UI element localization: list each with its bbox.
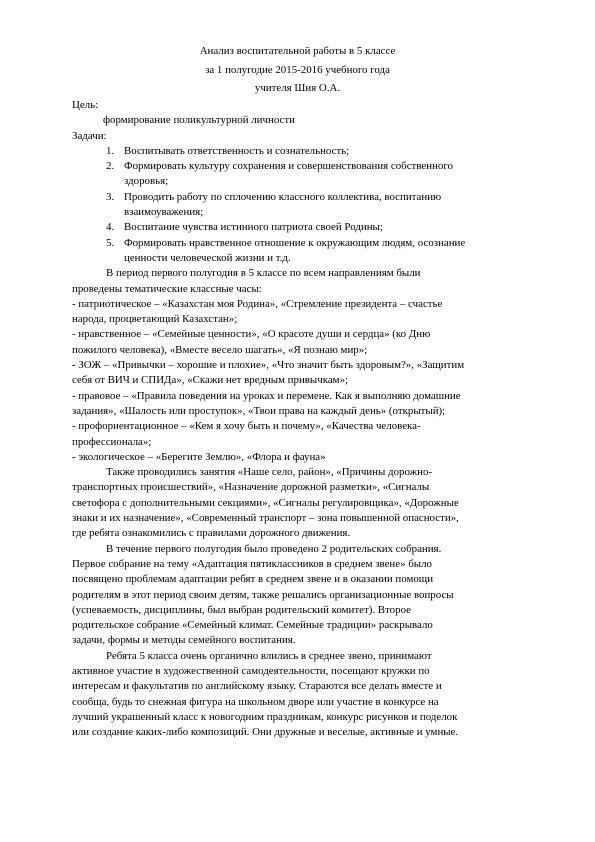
body-text-line: транспортных происшествий», «Назначение дорожной разметки», «Сигналы [72,481,430,494]
body-text-line: проведены тематические классные часы: [72,282,262,295]
body-text-line: Также проводились занятия «Наше село, район», «Причины дорожно- [106,466,433,479]
tasks-list [72,144,524,266]
task-number: 1. [106,144,115,157]
body-text-line: знаки и их назначение», «Современный транспорт – зона повышенной опасности», [72,512,459,525]
task-text: Формировать культуру сохранения и совершенствования собственного [124,160,453,173]
body-text-line: родительское собрание «Семейный климат. Семейные традиции» раскрывало [72,619,433,632]
body-text-line: (успеваемость, дисциплины, был выбран родительский комитет). Второе [72,603,411,616]
body-text-line: посвящено проблемам адаптации ребят в среднем звене и в оказании помощи [72,573,434,586]
body-text-line: В течение первого полугодия было проведено 2 родительских собрания. [106,542,442,555]
task-text-continuation: здоровья; [124,175,169,188]
body-text-line: пожилого человека), «Вместе весело шагать», «Я познаю мир»; [72,343,368,356]
body-text-line: - патриотическое – «Казахстан моя Родина», «Стремление президента – счастье [72,297,443,310]
task-item-2 [72,159,524,174]
goal-label: Цель: [72,99,99,111]
body-text-line: Ребята 5 класса очень органично влились в среднее звено, принимают [106,649,432,662]
task-item-4 [72,220,524,235]
task-text: Воспитание чувства истинного патриота своей Родины; [124,221,383,234]
task-item-1 [72,144,524,159]
body-text-line: задания», «Шалость или проступок», «Твои права на каждый день» (открытый); [72,404,446,417]
task-text: Проводить работу по сплочению классного коллектива, воспитанию [124,190,442,203]
body-text-line: задачи, формы и методы семейного воспитания. [72,634,296,647]
document-title-line-3: учителя Шия О.А. [254,82,341,94]
body-text-line: светофора с дополнительными секциями», «Сигналы регулировщика», «Дорожные [72,496,459,509]
body-text-line: - правовое – «Правила поведения на уроках и перемене. Как я выполняю домашние [72,389,461,402]
goal-text: формирование поликультурной личности [103,114,295,127]
body-text-line: или создание каких-либо композиций. Они дружные и веселые, активные и умные. [72,726,459,739]
report-paragraphs [72,266,524,740]
body-text-line: родителям в этот период своим детям, также решались организационные вопросы [72,588,454,601]
task-number: 4. [106,221,115,234]
tasks-label: Задачи: [72,129,107,142]
body-text-line: где ребята ознакомились с правилами дорожного движения. [72,527,351,540]
task-item-3 [72,190,524,205]
body-text-line: В период первого полугодия в 5 классе по всем направлениям были [106,267,421,280]
task-text: Воспитывать ответственность и сознательность; [124,144,350,157]
body-text-line: активное участие в художественной самодеятельности, посещают кружки по [72,664,430,677]
task-number: 2. [106,160,115,173]
document-title-line-1: Анализ воспитательной работы в 5 классе [199,45,396,57]
body-text-line: народа, процветающий Казахстан»; [72,313,238,326]
body-text-line: интересам и факультатив по английскому языку. Стараются все делать вместе и [72,680,442,693]
task-number: 5. [106,236,115,249]
task-number: 3. [106,190,115,203]
task-text-continuation: взаимоуважения; [124,206,204,219]
body-text-line: лучший украшенный класс к новогодним праздникам, конкурс рисунков и поделок [72,710,458,723]
body-text-line: сообща, будь то снежная фигура на школьном дворе или участие в конкурсе на [72,695,439,708]
body-text-line: - профориентационное – «Кем я хочу быть и почему», «Качества человека- [72,420,421,433]
body-text-line: - ЗОЖ – «Привычки – хорошие и плохие», «Что значит быть здоровым?», «Защитим [72,359,465,372]
body-text-line: Первое собрание на тему «Адаптация пятиклассников в среднем звене» было [72,557,432,570]
body-text-line: профессионала»; [72,435,152,448]
body-text-line: - нравственное – «Семейные ценности», «О красоте души и сердца» (ко Дню [72,328,431,341]
document-body [72,98,524,740]
task-text: Формировать нравственное отношение к окружающим людям, осознание [124,236,466,249]
body-text-line: себя от ВИЧ и СПИДа», «Скажи нет вредным привычкам»; [72,374,349,387]
body-text-line: - экологическое – «Берегите Землю», «Флора и фауна» [72,450,326,463]
document-title-line-2: за 1 полугодие 2015-2016 учебного года [205,64,390,76]
task-item-5 [72,236,524,251]
task-text-continuation: ценности человеческой жизни и т.д. [124,251,291,264]
